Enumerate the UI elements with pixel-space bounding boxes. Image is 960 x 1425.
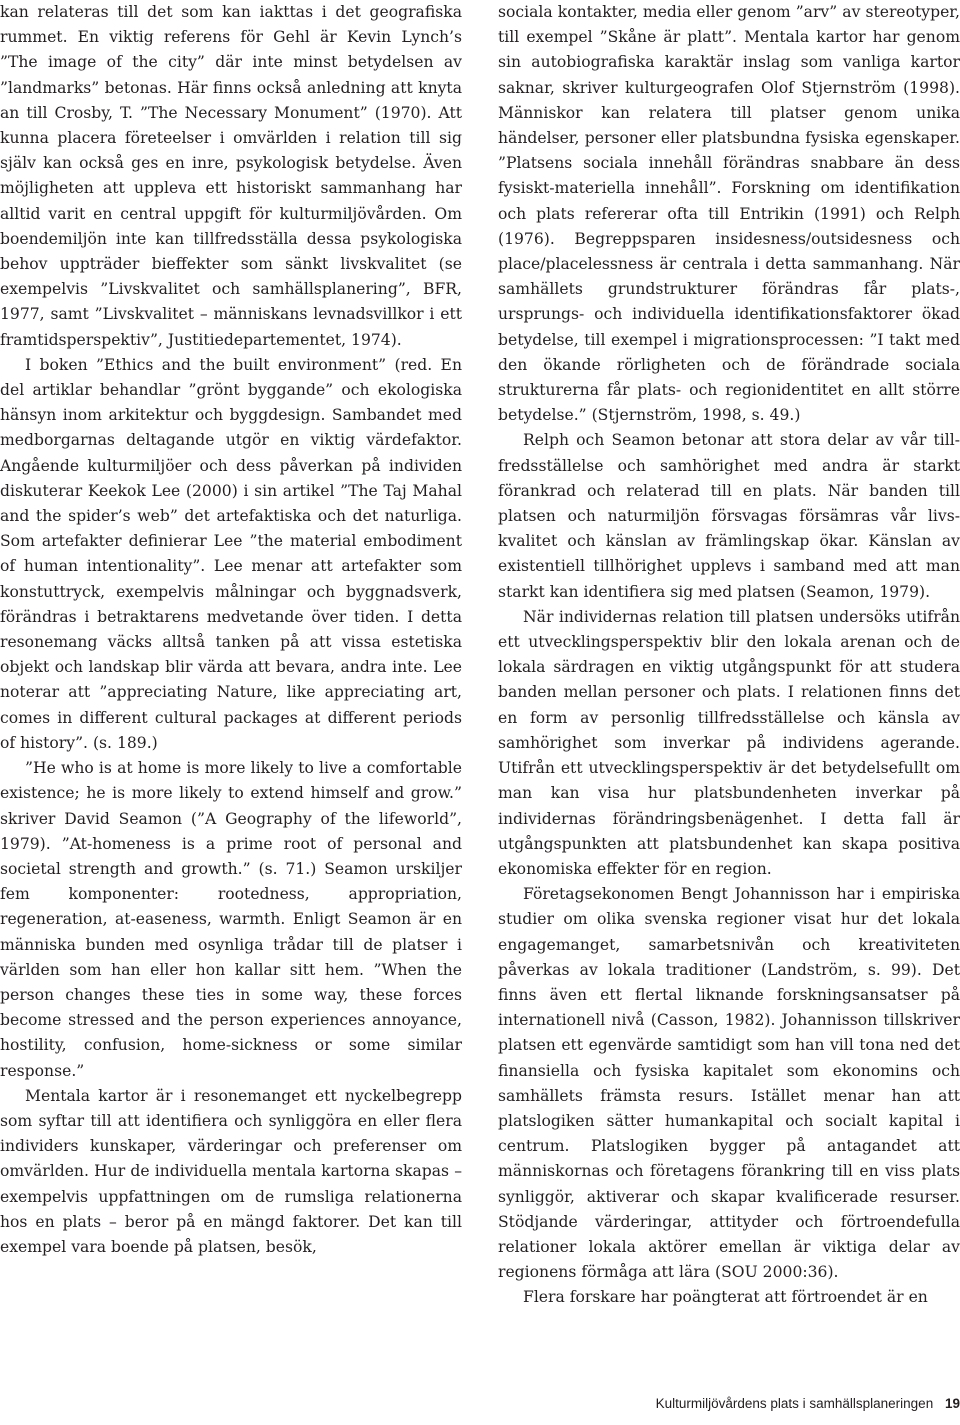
page-number: 19 [944, 1396, 960, 1411]
paragraph: Flera forskare har poängterat att förtroendet är en [523, 1288, 928, 1307]
right-text-column [498, 0, 960, 1311]
paragraph: sociala kontakter, media eller genom ”arv” av stereotyper, till exempel ”Skåne är platt”. Mentala kartor har genom sin autobiografiska karaktär inslag som vanliga kartor saknar, skriver kulturgeografen Olof Stjernström (1998). Människor kan relatera till platser genom unika händelser, personer eller platsbundna fysiska egenskaper. ”Platsens sociala innehåll förändras snabbare än dess fysiskt-materiella innehåll”. Forskning om identifikation och plats refererar ofta till Entrikin (1991) och Relph (1976). Begreppsparen insidesness/outsidesness och place/placelessness är centrala i detta sammanhang. När samhällets grundstrukturer förändras får plats-, ursprungs- och individuella identifikationsfaktorer ökad betydelse, till exempel i migrationsprocessen: ”I takt med den ökande rörligheten och de förändrade sociala strukturerna får plats- och regionidentitet en allt större betydelse.” (Stjernström, 1998, s. 49.) [498, 3, 960, 425]
paragraph: I boken ”Ethics and the built environment” (red. En del artiklar behandlar ”grönt byggande” och ekologiska hänsyn inom arkitektur och byggdesign. Sambandet med medborgarnas deltagande utgör en viktig värdefaktor. Angående kulturmiljöer och dess påverkan på individen diskuterar Keekok Lee (2000) i sin artikel ”The Taj Mahal and the spider’s web” det artefaktiska och det naturliga. Som artefakter definierar Lee ”the material embodiment of human intentionality”. Lee menar att artefakter som konstuttryck, exempelvis målningar och byggnadsverk, förändras i betraktarens medvetande över tiden. I detta resonemang väcks alltså tanken på att vissa estetiska objekt och landskap blir värda att bevara, andra inte. Lee noterar att ”appreciating Nature, like appreciating art, comes in different cultural packages at different periods of history”. (s. 189.) [0, 355, 462, 752]
paragraph: ”He who is at home is more likely to live a comfortable existence; he is more likely to extend himself and grow.” skriver David Seamon (”A Geography of the lifeworld”, 1979). ”At-homeness is a prime root of personal and societal strength and growth.” (s. 71.) Seamon urskiljer fem komponenter: rootedness, appropriation, regeneration, at-easeness, warmth. Enligt Seamon är en människa bunden med osynliga trådar till de platser i världen som han eller hon kallar sitt hem. ”When the person changes these ties in some way, these forces become stressed and the person experiences annoyance, hostility, confusion, home-sickness or some similar response.” [0, 759, 462, 1080]
paragraph: När individernas relation till platsen undersöks utifrån ett utvecklingsperspektiv blir den lokala arenan och de lokala särdragen en viktig utgångspunkt för att studera banden mellan personer och plats. I relationen finns det en form av personlig tillfredsställelse och känsla av samhörighet som inverkar på individens agerande. Utifrån ett utvecklingsperspektiv är det betydelsefullt om man kan visa hur platsbundenheten inverkar på individernas förändringsbenägenhet. I detta fall är utgångspunkten att platsbundenhet kan skapa positiva ekonomiska effekter för en region. [498, 607, 960, 878]
left-text-column [0, 0, 462, 1260]
paragraph: Företagsekonomen Bengt Johannisson har i empiriska studier om olika svenska regioner visat hur det lokala engagemanget, samarbetsnivån och kreativiteten påverkas av lokala traditioner (Landström, s. 99). Det finns även ett flertal liknande forskningsansatser på internationell nivå (Casson, 1982). Johannisson tillskriver platsen ett egenvärde samtidigt som han vill tona ned det finansiella och fysiska kapitalet som ekonomins och samhällets främsta resurs. Istället menar han att platslogiken sätter humankapital och socialt kapital i centrum. Platslogiken bygger på antagandet att människornas och företagens förankring till en viss plats synliggör, aktiverar och skapar kvalificerade resurser. Stödjande värderingar, attityder och förtroendefulla relationer lokala aktörer emellan är viktiga delar av regionens förmåga att lära (SOU 2000:36). [498, 885, 960, 1282]
running-title: Kulturmiljövårdens plats i samhällsplaneringen [655, 1396, 934, 1411]
paragraph: Mentala kartor är i resonemanget ett nyckelbegrepp som syftar till att identifiera och synliggöra en eller flera individers kunskaper, värderingar och preferenser om omvärlden. Hur de individuella mentala kartorna skapas – exempelvis uppfattningen om de rumsliga relationerna hos en plats – beror på en mängd faktorer. Det kan till exempel vara boende på platsen, besök, [0, 1086, 462, 1256]
paragraph: kan relateras till det som kan iakttas i det geografiska rummet. En viktig referens för Gehl är Kevin Lynch’s ”The image of the city” där inte minst betydelsen av ”landmarks” betonas. Här finns också anledning att knyta an till Crosby, T. ”The Necessary Monument” (1970). Att kunna placera företeelser i omvärlden i relation till sig själv kan också ges en inre, psykologisk betydelse. Även möjligheten att uppleva ett historiskt sammanhang har alltid varit en central uppgift för kulturmiljövården. Om boendemiljön inte kan tillfredsställa dessa psykologiska behov uppträder bieffekter som sänkt livskvalitet (se exempelvis ”Livskvalitet och samhällsplanering”, BFR, 1977, samt ”Livskvalitet – människans levnadsvillkor i ett framtidsperspektiv”, Justitiedepartementet, 1974). [0, 3, 462, 349]
paragraph: Relph och Seamon betonar att stora delar av vår tillfredsställelse och samhörighet med andra är starkt förankrad och relaterad till en plats. När banden till platsen och naturmiljön försvagas försämras vår livskvalitet och känslan av främlingskap ökar. Känslan av existentiell tillhörighet upplevs i samband med att man starkt kan identifiera sig med platsen (Seamon, 1979). [498, 431, 960, 601]
page-footer [656, 1394, 960, 1414]
